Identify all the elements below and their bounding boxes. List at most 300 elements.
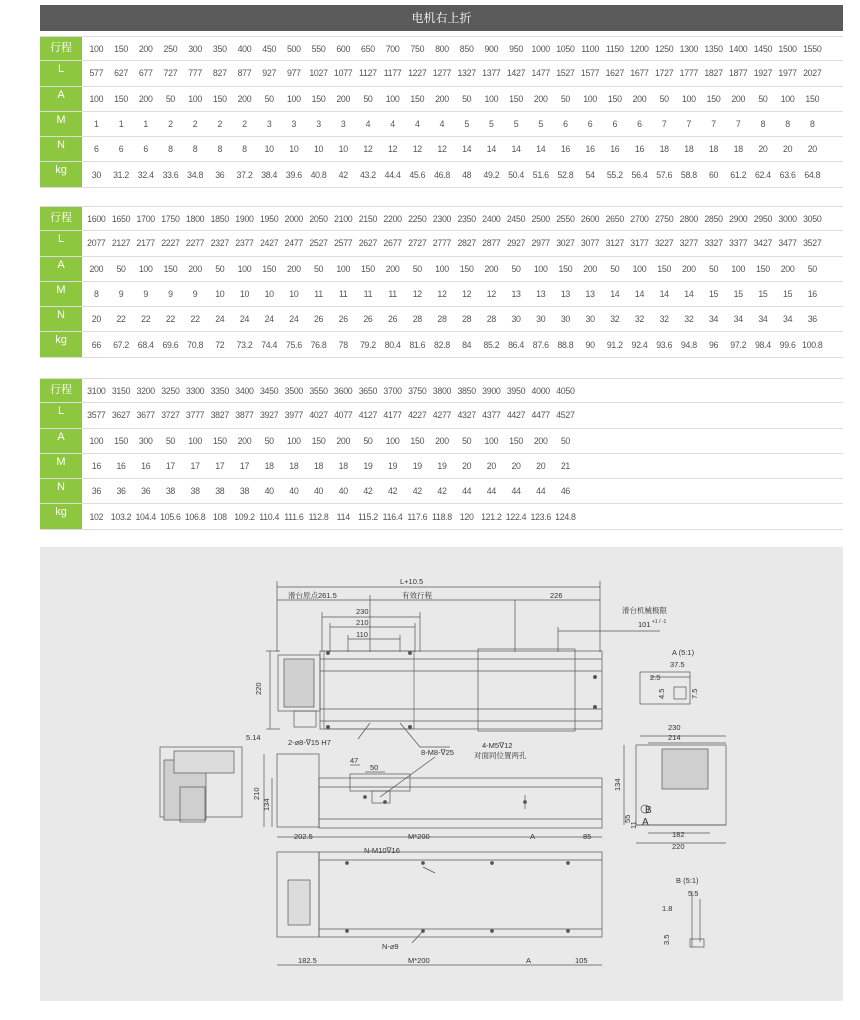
table-cell: 4377: [482, 410, 501, 421]
table-cell: 91.2: [606, 339, 623, 350]
table-cell: 50: [462, 93, 472, 104]
table-cell: 4527: [556, 410, 575, 421]
table-cell: 4050: [556, 385, 575, 396]
table-cell: 14: [684, 289, 694, 300]
table-cell: 1350: [704, 43, 723, 54]
table-cell: 36: [141, 486, 151, 497]
table-cell: 49.2: [483, 169, 500, 180]
table-cell: 550: [311, 43, 326, 54]
table-cell: 24: [264, 314, 274, 325]
bottom-182-5: 182.5: [298, 956, 317, 965]
table-cell: 93.6: [656, 339, 673, 350]
table-cell: 2900: [729, 213, 748, 224]
bottom-202-5: 202.5: [294, 832, 313, 841]
table-cell: 600: [336, 43, 351, 54]
table-cell: 1150: [605, 43, 624, 54]
table-cell: 28: [462, 314, 472, 325]
table-cell: 2700: [630, 213, 649, 224]
table-cell: 20: [486, 461, 496, 472]
m8-label: 8-M8-∇25: [421, 748, 454, 757]
table-row: [40, 332, 843, 357]
table-cell: 1927: [753, 68, 773, 79]
table-cell: 10: [289, 144, 299, 155]
table-cell: 1277: [432, 68, 452, 79]
table-cell: 1227: [408, 68, 427, 79]
table-cell: 3077: [580, 238, 600, 249]
table-cell: 106.8: [184, 511, 206, 522]
table-cell: 22: [165, 314, 175, 325]
table-cell: 18: [338, 461, 348, 472]
table-cell: 1: [94, 119, 99, 130]
table-cell: 50: [165, 93, 175, 104]
table-cell: 3327: [704, 238, 723, 249]
table-cell: 50: [412, 263, 422, 274]
table-cell: 11: [388, 289, 397, 300]
table-cell: 1977: [778, 68, 797, 79]
row-label: L: [40, 61, 82, 85]
table-cell: 2100: [334, 213, 353, 224]
row-cells: [82, 257, 843, 281]
table-cell: 3850: [457, 385, 476, 396]
table-cell: 200: [385, 263, 400, 274]
table-cell: 2050: [309, 213, 328, 224]
table-cell: 45.6: [409, 169, 426, 180]
table-cell: 3827: [210, 410, 229, 421]
table-cell: 1100: [581, 43, 599, 54]
table-cell: 1577: [580, 68, 600, 79]
row-label: kg: [40, 332, 82, 356]
table-cell: 108: [212, 511, 227, 522]
table-cell: 4277: [432, 410, 452, 421]
bottom-a: A: [526, 956, 532, 965]
table-cell: 38: [239, 486, 250, 497]
row-label: M: [40, 454, 82, 478]
table-cell: 10: [215, 289, 225, 300]
table-cell: 2327: [210, 238, 229, 249]
table-cell: 20: [758, 144, 768, 155]
table-cell: 100: [681, 93, 696, 104]
table-cell: 30: [91, 169, 101, 180]
table-cell: 100: [188, 93, 202, 104]
table-cell: 1950: [259, 213, 279, 224]
table-cell: 120: [459, 511, 474, 522]
table-cell: 677: [138, 68, 153, 79]
table-cell: 115.2: [357, 511, 378, 522]
table-cell: 13: [560, 289, 570, 300]
table-cell: 34: [733, 314, 743, 325]
table-cell: 19: [412, 461, 422, 472]
table-cell: 3477: [778, 238, 797, 249]
table-cell: 2627: [358, 238, 378, 249]
table-cell: 44: [511, 486, 521, 497]
table-cell: 3250: [161, 385, 180, 396]
detail-a-45: 4.5: [657, 688, 666, 699]
table-cell: 16: [560, 144, 570, 155]
n-m10-label: N-M10∇16: [364, 846, 400, 855]
table-cell: 1400: [729, 43, 748, 54]
label-a: A: [642, 817, 649, 828]
table-cell: 2277: [185, 238, 205, 249]
dim-110: 110: [356, 630, 368, 639]
table-cell: 50: [215, 263, 225, 274]
row-label: kg: [40, 504, 82, 528]
table-cell: 200: [681, 263, 696, 274]
table-cell: 67.2: [113, 339, 129, 350]
table-cell: 1000: [531, 43, 550, 54]
table-cell: 150: [114, 93, 128, 104]
table-row: [40, 112, 843, 137]
table-cell: 18: [708, 144, 719, 155]
table-cell: 3627: [111, 410, 131, 421]
table-cell: 2177: [136, 238, 155, 249]
table-cell: 300: [138, 435, 153, 446]
table-cell: 1250: [654, 43, 674, 54]
table-cell: 3377: [729, 238, 748, 249]
table-cell: 3400: [235, 385, 254, 396]
table-cell: 100: [89, 435, 104, 446]
table-cell: 10: [313, 144, 324, 155]
table-cell: 22: [190, 314, 200, 325]
table-cell: 22: [116, 314, 126, 325]
table-cell: 750: [410, 43, 425, 54]
table-cell: 7: [686, 119, 692, 130]
table-cell: 36: [116, 486, 126, 497]
table-cell: 2650: [605, 213, 624, 224]
table-cell: 950: [509, 43, 523, 54]
table-cell: 50: [560, 93, 570, 104]
table-cell: 1650: [111, 213, 131, 224]
table-cell: 400: [237, 43, 252, 54]
table-cell: 16: [585, 144, 595, 155]
table-cell: 1177: [383, 68, 402, 79]
table-cell: 111.6: [284, 511, 304, 522]
table-row: [40, 257, 843, 282]
table-cell: 4327: [457, 410, 476, 421]
table-cell: 200: [237, 93, 252, 104]
bottom-105: 105: [575, 956, 588, 965]
table-cell: 31.2: [113, 169, 129, 180]
table-cell: 3500: [284, 385, 304, 396]
table-cell: 56.4: [631, 169, 648, 180]
table-cell: 17: [190, 461, 200, 472]
row-label: 行程: [40, 207, 82, 230]
row-label: N: [40, 479, 82, 503]
table-cell: 1: [118, 119, 124, 130]
table-cell: 150: [509, 93, 523, 104]
table-cell: 117.6: [407, 511, 428, 522]
table-cell: 100: [484, 435, 499, 446]
dim-limit-value: 101: [638, 620, 651, 629]
table-cell: 61.2: [730, 169, 747, 180]
table-cell: 150: [756, 263, 770, 274]
row-label: A: [40, 429, 82, 453]
detail-b-35: 3.5: [662, 934, 671, 945]
table-cell: 50: [116, 263, 126, 274]
table-cell: 150: [262, 263, 277, 274]
table-cell: 50: [659, 93, 669, 104]
table-cell: 12: [486, 289, 496, 300]
table-cell: 2350: [457, 213, 476, 224]
table-cell: 74.4: [261, 339, 278, 350]
table-cell: 200: [336, 435, 351, 446]
table-cell: 1050: [556, 43, 575, 54]
table-cell: 100: [731, 263, 746, 274]
table-cell: 1127: [359, 68, 377, 79]
table-cell: 15: [708, 289, 719, 300]
table-cell: 38.4: [261, 169, 278, 180]
table-cell: 3977: [284, 410, 304, 421]
table-cell: 14: [486, 144, 496, 155]
table-row: [40, 61, 843, 86]
table-cell: 18: [264, 461, 274, 472]
table-row: [40, 137, 843, 162]
row-cells: [82, 307, 843, 331]
table-cell: 50: [807, 263, 817, 274]
table-cell: 40: [289, 486, 299, 497]
table-cell: 700: [385, 43, 400, 54]
table-cell: 100: [533, 263, 548, 274]
table-cell: 14: [511, 144, 521, 155]
table-cell: 6: [587, 119, 593, 130]
table-cell: 123.6: [530, 511, 551, 522]
table-cell: 20: [462, 461, 472, 472]
table-cell: 200: [89, 263, 104, 274]
table-cell: 150: [361, 263, 375, 274]
spec-table-2: [40, 206, 843, 358]
dim-50: 50: [370, 763, 379, 772]
table-cell: 58.8: [680, 169, 697, 180]
table-cell: 11: [314, 289, 323, 300]
table-cell: 16: [807, 289, 817, 300]
table-cell: 40: [264, 486, 274, 497]
pin-label: 2-⌀8-∇15 H7: [288, 738, 331, 747]
table-row: [40, 206, 843, 231]
table-cell: 2027: [803, 68, 822, 79]
table-cell: 37.2: [236, 169, 253, 180]
table-cell: 3227: [654, 238, 674, 249]
table-cell: 40.8: [310, 169, 327, 180]
row-cells: [82, 332, 843, 356]
table-cell: 150: [706, 93, 721, 104]
table-cell: 8: [785, 119, 790, 130]
end-11: 11: [629, 821, 638, 829]
table-cell: 200: [435, 93, 449, 104]
table-cell: 200: [632, 93, 647, 104]
table-cell: 150: [410, 93, 425, 104]
table-cell: 63.6: [779, 169, 796, 180]
table-cell: 2877: [482, 238, 501, 249]
table-cell: 50: [165, 435, 175, 446]
table-cell: 32: [634, 314, 645, 325]
table-cell: 20: [536, 461, 546, 472]
bottom-a-top: A: [530, 832, 536, 841]
table-cell: 1500: [778, 43, 797, 54]
table-cell: 4: [390, 119, 395, 130]
table-cell: 300: [188, 43, 202, 54]
spec-table-3: [40, 378, 843, 530]
table-cell: 19: [388, 461, 398, 472]
table-cell: 800: [435, 43, 449, 54]
table-cell: 44: [486, 486, 496, 497]
m5-note: 对面同位置两孔: [474, 751, 527, 760]
table-cell: 2800: [679, 213, 699, 224]
table-cell: 34: [783, 314, 793, 325]
table-cell: 51.6: [532, 169, 549, 180]
table-cell: 16: [610, 144, 620, 155]
table-cell: 116.4: [382, 511, 403, 522]
technical-drawing: [40, 547, 843, 1001]
table-cell: 14: [610, 289, 620, 300]
n-phi9-label: N-⌀9: [382, 942, 399, 951]
table-cell: 1800: [185, 213, 205, 224]
table-cell: 1377: [482, 68, 501, 79]
table-cell: 50: [363, 435, 373, 446]
table-cell: 32.4: [137, 169, 154, 180]
table-cell: 114: [336, 511, 350, 522]
table-cell: 100: [336, 263, 351, 274]
table-cell: 1477: [531, 68, 550, 79]
table-cell: 100: [780, 93, 795, 104]
table-cell: 9: [143, 289, 149, 300]
table-cell: 2300: [432, 213, 452, 224]
table-cell: 150: [558, 263, 573, 274]
table-cell: 2527: [309, 238, 328, 249]
table-cell: 12: [363, 144, 373, 155]
table-cell: 3877: [235, 410, 254, 421]
row-label: M: [40, 112, 82, 136]
table-cell: 100: [385, 93, 400, 104]
table-cell: 1300: [679, 43, 699, 54]
table-cell: 5: [538, 119, 544, 130]
table-cell: 50: [462, 435, 472, 446]
table-cell: 100: [188, 435, 202, 446]
table-cell: 4477: [531, 410, 550, 421]
table-cell: 12: [412, 144, 422, 155]
table-cell: 4177: [383, 410, 402, 421]
table-cell: 28: [437, 314, 447, 325]
table-cell: 124.8: [555, 511, 576, 522]
table-cell: 3127: [605, 238, 624, 249]
table-cell: 66: [91, 339, 101, 350]
row-label: 行程: [40, 379, 82, 402]
dim-limit-label: 滑台机械极限: [622, 606, 667, 615]
table-cell: 10: [289, 289, 299, 300]
detail-a-title: A (5:1): [672, 648, 695, 657]
table-cell: 1727: [654, 68, 674, 79]
table-cell: 50: [560, 435, 570, 446]
table-cell: 3: [266, 119, 272, 130]
table-cell: 17: [239, 461, 250, 472]
table-cell: 200: [237, 435, 252, 446]
table-cell: 3750: [408, 385, 427, 396]
table-cell: 36: [807, 314, 817, 325]
table-cell: 12: [412, 289, 422, 300]
table-cell: 3677: [136, 410, 155, 421]
table-cell: 81.6: [409, 339, 426, 350]
end-214: 214: [668, 733, 681, 742]
table-cell: 3: [291, 119, 297, 130]
table-cell: 200: [336, 93, 351, 104]
table-cell: 14: [659, 289, 669, 300]
table-cell: 1027: [309, 68, 328, 79]
table-cell: 17: [215, 461, 225, 472]
table-cell: 50: [363, 93, 373, 104]
table-cell: 200: [731, 93, 746, 104]
table-cell: 3577: [87, 410, 106, 421]
table-cell: 10: [338, 144, 348, 155]
table-cell: 1600: [87, 213, 106, 224]
table-cell: 150: [114, 43, 128, 54]
table-cell: 1077: [334, 68, 353, 79]
drawing-svg: [40, 547, 843, 1001]
table-cell: 42: [338, 169, 348, 180]
table-cell: 627: [114, 68, 128, 79]
table-cell: 75.6: [285, 339, 302, 350]
table-cell: 14: [634, 289, 645, 300]
end-220: 220: [672, 842, 685, 851]
table-cell: 2427: [259, 238, 279, 249]
table-cell: 3100: [87, 385, 106, 396]
table-cell: 6: [612, 119, 618, 130]
table-cell: 2850: [704, 213, 723, 224]
table-cell: 84: [462, 339, 472, 350]
table-cell: 200: [435, 435, 449, 446]
row-label: N: [40, 307, 82, 331]
table-cell: 80.4: [384, 339, 401, 350]
table-cell: 38: [165, 486, 175, 497]
table-cell: 727: [163, 68, 178, 79]
row-cells: [82, 162, 843, 186]
table-cell: 2450: [506, 213, 526, 224]
table-cell: 94.8: [680, 339, 697, 350]
table-cell: 10: [264, 144, 274, 155]
row-cells: [82, 403, 843, 427]
table-cell: 150: [311, 93, 326, 104]
table-cell: 100.8: [802, 339, 823, 350]
table-cell: 200: [780, 263, 795, 274]
table-cell: 38: [190, 486, 200, 497]
dim-stroke: 有效行程: [402, 591, 432, 600]
table-cell: 64.8: [804, 169, 821, 180]
table-cell: 2127: [111, 238, 131, 249]
table-cell: 88.8: [557, 339, 574, 350]
end-134: 134: [613, 778, 622, 791]
table-cell: 6: [563, 119, 568, 130]
table-cell: 200: [188, 263, 202, 274]
table-cell: 24: [289, 314, 299, 325]
table-cell: 39.6: [285, 169, 302, 180]
table-row: [40, 429, 843, 454]
table-cell: 16: [141, 461, 151, 472]
table-cell: 43.2: [359, 169, 376, 180]
table-cell: 6: [118, 144, 124, 155]
table-cell: 3000: [778, 213, 797, 224]
table-cell: 15: [758, 289, 768, 300]
table-cell: 2150: [358, 213, 378, 224]
label-b: B: [645, 805, 652, 816]
table-cell: 38: [215, 486, 225, 497]
table-cell: 1327: [457, 68, 476, 79]
table-cell: 3277: [679, 238, 699, 249]
table-cell: 2200: [383, 213, 402, 224]
table-cell: 34.8: [187, 169, 204, 180]
row-cells: [82, 87, 843, 111]
table-cell: 26: [363, 314, 373, 325]
end-182: 182: [672, 830, 685, 839]
row-cells: [82, 454, 843, 478]
table-cell: 54: [585, 169, 595, 180]
table-cell: 30: [536, 314, 546, 325]
